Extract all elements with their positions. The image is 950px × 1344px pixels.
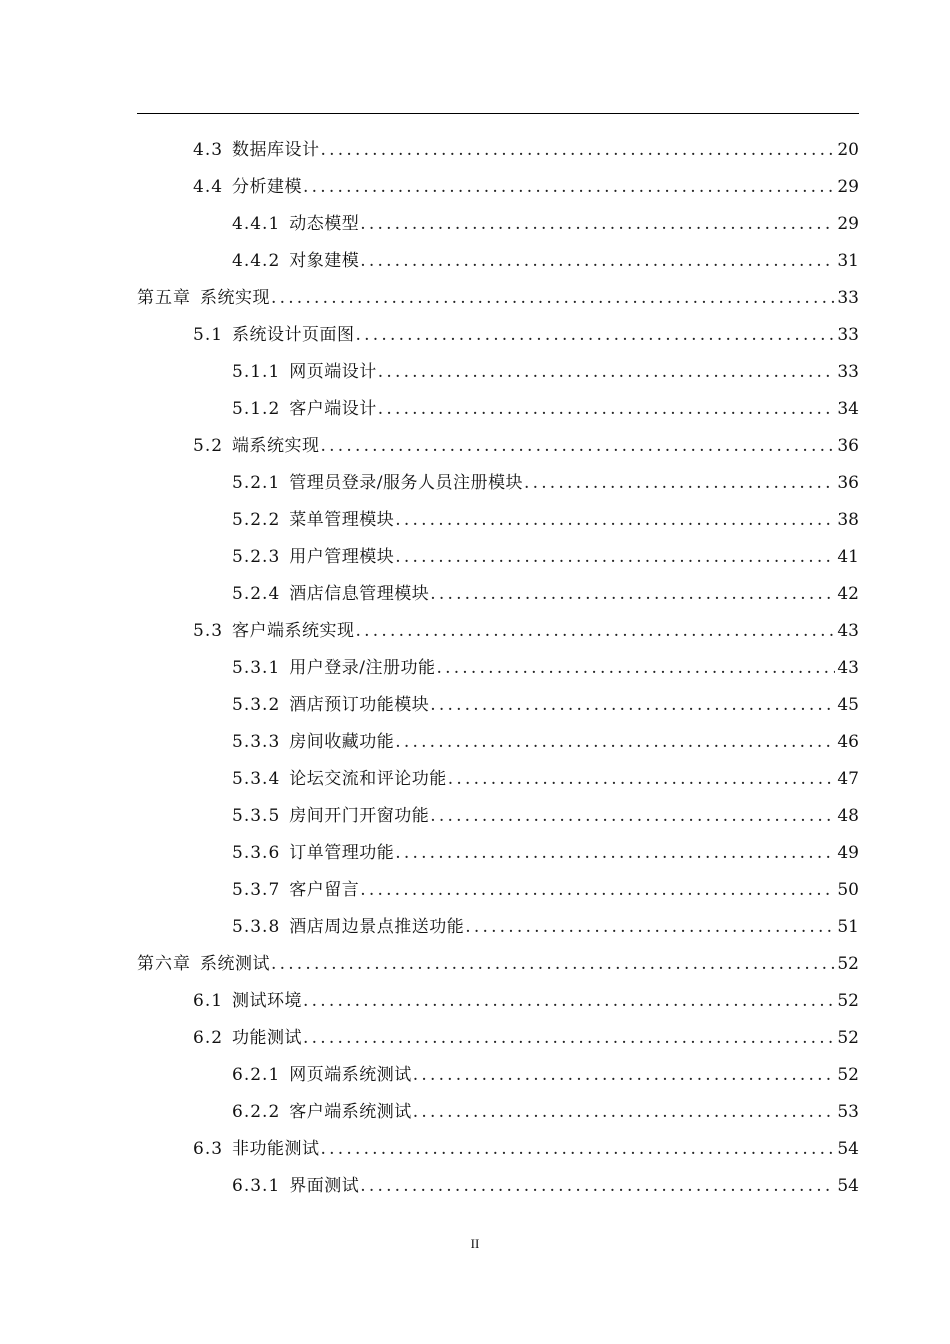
toc-dot-leader [378,391,836,428]
toc-entry-title: 客户留言 [289,880,360,900]
toc-entry-number: 6.3 [193,1139,224,1159]
toc-dot-leader [360,872,835,909]
toc-entry-title: 酒店预订功能模块 [289,695,430,715]
toc-entry-number: 5.3.3 [232,732,281,752]
toc-subsection-entry[interactable] [137,835,859,872]
toc-dot-leader [303,169,835,206]
toc-page-number: 34 [837,399,859,419]
toc-dot-leader [271,946,835,983]
toc-section-entry[interactable] [137,1020,859,1057]
toc-entry-title: 界面测试 [289,1176,360,1196]
toc-section-entry[interactable] [137,613,859,650]
toc-entry-number: 5.2.2 [232,510,281,530]
toc-dot-leader [413,1057,836,1094]
toc-page-number: 52 [837,1065,859,1085]
toc-subsection-entry[interactable] [137,798,859,835]
toc-dot-leader [430,687,835,724]
toc-subsection-entry[interactable] [137,391,859,428]
toc-entry-number: 6.1 [193,991,224,1011]
toc-dot-leader [321,132,836,169]
toc-entry-title: 功能测试 [232,1028,303,1048]
toc-page-number: 47 [837,769,859,789]
toc-dot-leader [448,761,836,798]
toc-page-number: 20 [837,140,859,160]
toc-dot-leader [465,909,835,946]
toc-page-number: 33 [837,362,859,382]
toc-subsection-entry[interactable] [137,243,859,280]
toc-dot-leader [413,1094,836,1131]
toc-entry-title: 网页端系统测试 [289,1065,412,1085]
toc-entry-title: 房间开门开窗功能 [289,806,430,826]
toc-entry-title: 对象建模 [289,251,360,271]
table-of-contents [137,132,859,1205]
toc-page-number: 36 [837,436,859,456]
toc-page-number: 52 [837,1028,859,1048]
toc-entry-number: 5.3.8 [232,917,281,937]
toc-page-number: 33 [837,288,859,308]
toc-page-number: 45 [837,695,859,715]
toc-entry-title: 客户端系统测试 [289,1102,412,1122]
toc-subsection-entry[interactable] [137,354,859,391]
toc-dot-leader [356,613,836,650]
toc-entry-title: 系统实现 [200,288,270,308]
toc-chapter-entry[interactable] [137,280,859,317]
toc-entry-number: 5.2.4 [232,584,281,604]
toc-entry-title: 房间收藏功能 [289,732,395,752]
toc-page-number: 33 [837,325,859,345]
toc-dot-leader [524,465,835,502]
toc-entry-number: 5.3.1 [232,658,281,678]
toc-page-number: 46 [837,732,859,752]
toc-entry-number: 6.2.1 [232,1065,281,1085]
toc-entry-number: 第六章 [137,954,191,974]
toc-entry-number: 5.3.7 [232,880,281,900]
toc-section-entry[interactable] [137,132,859,169]
toc-entry-title: 非功能测试 [232,1139,320,1159]
toc-entry-number: 5.3.6 [232,843,281,863]
toc-entry-number: 5.1.1 [232,362,281,382]
toc-dot-leader [395,502,835,539]
toc-entry-number: 5.2.1 [232,473,281,493]
toc-subsection-entry[interactable] [137,502,859,539]
toc-entry-title: 系统设计页面图 [232,325,355,345]
toc-page-number: 51 [837,917,859,937]
toc-page-number: 52 [837,991,859,1011]
toc-entry-title: 酒店周边景点推送功能 [289,917,465,937]
toc-page-number: 54 [837,1176,859,1196]
toc-page-number: 42 [837,584,859,604]
toc-entry-number: 5.3 [193,621,224,641]
toc-dot-leader [430,576,835,613]
toc-entry-title: 菜单管理模块 [289,510,395,530]
toc-subsection-entry[interactable] [137,539,859,576]
toc-subsection-entry[interactable] [137,687,859,724]
toc-dot-leader [395,539,835,576]
toc-entry-title: 论坛交流和评论功能 [289,769,447,789]
toc-page-number: 43 [837,658,859,678]
toc-entry-title: 端系统实现 [232,436,320,456]
toc-dot-leader [395,724,835,761]
toc-section-entry[interactable] [137,1131,859,1168]
toc-page-number: 50 [837,880,859,900]
toc-page-number: 53 [837,1102,859,1122]
toc-dot-leader [356,317,836,354]
toc-entry-title: 测试环境 [232,991,303,1011]
toc-page-number: 29 [837,214,859,234]
toc-page-number: 38 [837,510,859,530]
toc-page-number: 48 [837,806,859,826]
toc-entry-number: 第五章 [137,288,191,308]
toc-page-number: 36 [837,473,859,493]
toc-subsection-entry[interactable] [137,1094,859,1131]
toc-dot-leader [395,835,835,872]
toc-entry-number: 4.4.2 [232,251,281,271]
toc-subsection-entry[interactable] [137,576,859,613]
toc-dot-leader [303,1020,835,1057]
toc-subsection-entry[interactable] [137,872,859,909]
toc-entry-number: 5.2 [193,436,224,456]
toc-entry-number: 5.3.4 [232,769,281,789]
toc-section-entry[interactable] [137,169,859,206]
toc-subsection-entry[interactable] [137,206,859,243]
toc-entry-title: 动态模型 [289,214,360,234]
toc-entry-number: 6.2.2 [232,1102,281,1122]
toc-entry-number: 4.4 [193,177,224,197]
toc-chapter-entry[interactable] [137,946,859,983]
toc-entry-title: 管理员登录/服务人员注册模块 [289,473,523,493]
toc-entry-title: 客户端设计 [289,399,377,419]
toc-subsection-entry[interactable] [137,761,859,798]
toc-page-number: 43 [837,621,859,641]
toc-dot-leader [360,206,835,243]
toc-page-number: 52 [837,954,859,974]
toc-entry-title: 酒店信息管理模块 [289,584,430,604]
toc-subsection-entry[interactable] [137,909,859,946]
toc-entry-title: 网页端设计 [289,362,377,382]
toc-page-number: 54 [837,1139,859,1159]
toc-dot-leader [321,428,836,465]
toc-page-number: 29 [837,177,859,197]
toc-dot-leader [271,280,835,317]
toc-page-number: 49 [837,843,859,863]
toc-page-number: 41 [837,547,859,567]
header-rule [137,113,859,114]
toc-section-entry[interactable] [137,428,859,465]
toc-dot-leader [437,650,836,687]
toc-entry-title: 分析建模 [232,177,303,197]
toc-subsection-entry[interactable] [137,724,859,761]
toc-entry-number: 5.3.5 [232,806,281,826]
toc-dot-leader [360,243,835,280]
toc-dot-leader [303,983,835,1020]
toc-dot-leader [360,1168,835,1205]
toc-entry-number: 5.1.2 [232,399,281,419]
toc-entry-number: 5.3.2 [232,695,281,715]
toc-subsection-entry[interactable] [137,1057,859,1094]
toc-subsection-entry[interactable] [137,465,859,502]
page-number: II [470,1236,480,1251]
toc-entry-number: 5.2.3 [232,547,281,567]
toc-entry-title: 数据库设计 [232,140,320,160]
toc-subsection-entry[interactable] [137,650,859,687]
toc-entry-title: 系统测试 [200,954,270,974]
toc-page-number: 31 [837,251,859,271]
toc-dot-leader [321,1131,836,1168]
toc-entry-title: 订单管理功能 [289,843,395,863]
toc-dot-leader [378,354,836,391]
toc-section-entry[interactable] [137,983,859,1020]
toc-entry-number: 5.1 [193,325,224,345]
toc-section-entry[interactable] [137,317,859,354]
toc-subsection-entry[interactable] [137,1168,859,1205]
toc-entry-title: 客户端系统实现 [232,621,355,641]
toc-entry-number: 6.3.1 [232,1176,281,1196]
toc-dot-leader [430,798,835,835]
toc-entry-number: 6.2 [193,1028,224,1048]
toc-entry-title: 用户管理模块 [289,547,395,567]
toc-entry-title: 用户登录/注册功能 [289,658,436,678]
toc-entry-number: 4.4.1 [232,214,281,234]
toc-entry-number: 4.3 [193,140,224,160]
